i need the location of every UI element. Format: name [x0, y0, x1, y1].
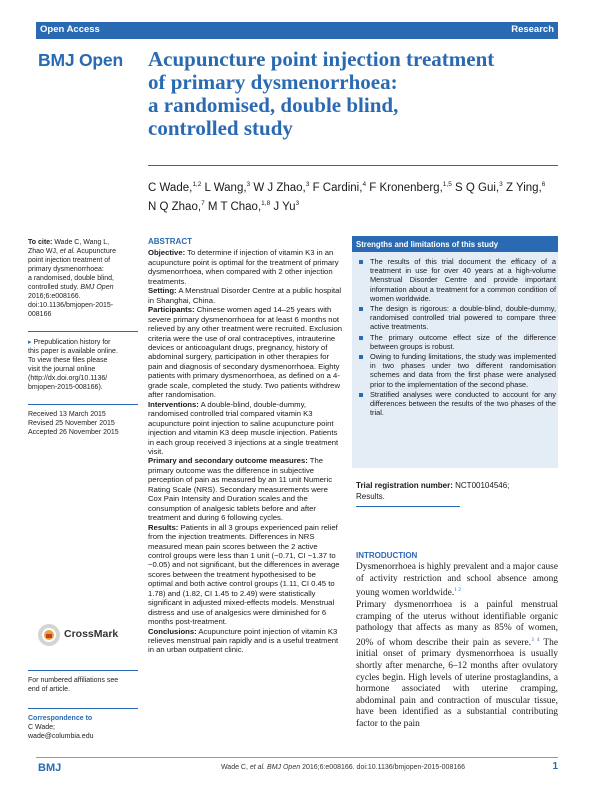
- affiliations-note: For numbered affiliations see end of article.: [28, 677, 119, 693]
- open-access-label: Open Access: [40, 24, 100, 35]
- citation-block: To cite: Wade C, Wang L, Zhao WJ, et al. Acupuncture point injection treatment of primary dysmenorrhoea: a randomised, double blind, controlled study. BMJ Open 2016;6:e008166. doi:10.1136/bmjopen-2015- 008166: [28, 239, 116, 318]
- journal-logo: BMJ Open: [38, 50, 123, 70]
- author-list: [148, 177, 558, 215]
- header-bar: [36, 22, 558, 39]
- sidebar-divider: [28, 670, 138, 671]
- trial-divider: [356, 506, 460, 507]
- abstract-results: Results: Patients in all 3 groups experienced pain relief from the injection treatments. Differences in NRS measured mean pain scores between the 2 active control groups were less than 1 unit (−0.71, CI −1.37 to −0.05) and not significant, but the differences in average scores between the treatment hypothesised to be optimal and both active control groups (1.11, CI 0.45 to 1.78) and (1.82, CI 1.45 to 2.49) were statistically significant in adjusted mixed-effects models. Menstrual distress and use of analgesics were diminished for 6 months post-treatment.: [148, 522, 340, 627]
- email-link[interactable]: wade@columbia.edu: [28, 733, 94, 740]
- author: F Cardini,$^4$: [309, 181, 367, 194]
- author: F Kronenberg,$^{1,5}$: [366, 181, 452, 194]
- triangle-icon: ▸: [28, 339, 32, 346]
- abstract-outcomes: Primary and secondary outcome measures: The primary outcome was the difference in subjective perception of pain as measured by an 11 unit Numeric Rating Scale (NRS). Secondary measurements were Cox Pain Intensity and Duration scales and the consumption of analgesic tablets before and after treatment and during 6 following cycles.: [148, 456, 333, 523]
- page-number: 1: [552, 761, 558, 772]
- sidebar-divider: [28, 708, 138, 709]
- author: M T Chao,$^{1,8}$: [204, 199, 271, 213]
- list-item: The primary outcome effect size of the difference between groups is robust.: [356, 333, 556, 351]
- title-divider: [148, 165, 558, 166]
- cite-label: To cite:: [28, 239, 53, 246]
- abstract-conclusions: Conclusions: Acupuncture point injection of vitamin K3 relieves menstrual pain rapidly and is a useful treatment in an urban outpatient clinic.: [148, 626, 339, 655]
- citation-ref[interactable]: 1 2: [454, 587, 462, 594]
- trial-registration: Trial registration number: NCT00104546; Results.: [356, 481, 510, 501]
- footer-citation: Wade C, et al. BMJ Open 2016;6:e008166. doi:10.1136/bmjopen-2015-008166: [220, 764, 466, 771]
- strengths-limitations-box: [352, 236, 558, 468]
- list-item: The results of this trial document the efficacy of a treatment in use for over 40 years at a high-volume Menstrual Disorder Centre and provide important information about a treatment for a common condition of women worldwide.: [356, 257, 556, 303]
- introduction-heading: INTRODUCTION: [356, 551, 418, 560]
- abstract-heading: ABSTRACT: [148, 237, 192, 246]
- prepublication-note: ▸ Prepublication history for this paper is available online. To view these files please visit the journal online (http://dx.doi.org/10.1136/ bmjopen-2015-008166).: [28, 338, 138, 392]
- crossmark-badge[interactable]: CrossMark: [38, 622, 138, 648]
- abstract-interventions: Interventions: A double-blind, double-dummy, randomised controlled trial compared vitamin K3 acupuncture point injection to saline acupuncture point injection and vitamin K3 deep muscle injection. Patients in each group received 3 injections at a single treatment visit.: [148, 399, 339, 456]
- box-heading: Strengths and limitations of this study: [352, 236, 558, 252]
- sidebar-divider: [28, 404, 138, 405]
- list-item: Stratified analyses were conducted to account for any differences between the results of the two phases of the trial.: [356, 390, 556, 418]
- list-item: The design is rigorous: a double-blind, double-dummy, randomised controlled trial powered to compare three active treatments.: [356, 304, 556, 332]
- author: W J Zhao,$^3$: [250, 181, 310, 194]
- strengths-list: [356, 257, 556, 418]
- title-line: a randomised, double blind,: [148, 93, 399, 117]
- author: C Wade,$^{1,2}$: [148, 181, 202, 194]
- section-label: Research: [511, 24, 554, 35]
- sidebar-divider: [28, 331, 138, 332]
- author: N Q Zhao,$^7$: [148, 199, 205, 213]
- title-line: Acupuncture point injection treatment: [148, 47, 495, 71]
- abstract-objective: Objective: To determine if injection of vitamin K3 in an acupuncture point is optimal for the treatment of primary dysmenorrhoea, when compared with 2 other injection treatments.: [148, 248, 339, 286]
- author: S Q Gui,$^3$: [451, 181, 503, 194]
- author: L Wang,$^3$: [201, 181, 251, 194]
- citation-ref[interactable]: 3 4: [531, 636, 540, 643]
- abstract: [148, 237, 342, 655]
- introduction-text: Dysmenorrhoea is highly prevalent and a major cause of activity restriction and school absence among young women worldwide.$^{1 2}$ Primary dysmenorrhoea is a painful menstrual cramping of the uterus without identifiable organic pathology that affects as many as 85% of women, 20% of whom describe their pain as severe.$^{3 4}$ The initial onset of primary dysmenorrhoea is usually shortly after menarche, 6–12 months after ovulatory cycles begin. High levels of uterine prostaglandins, a hormone associated with uterine cramping, abdominal pain and contraction of muscular tissue, have been identified as a substantial contributing factor to the pain: [356, 562, 558, 729]
- abstract-participants: Participants: Chinese women aged 14–25 years with severe primary dysmenorrhoea for at least 6 months not relieved by any other treatment were recruited. Exclusion criteria were the use of oral contraceptives, intrauterine devices or anticoagulant drugs, pregnancy, history of abdominal surgery, participation in other therapies for pain and diagnosis of secondary dysmenorrhoea. Eighty patients with primary dysmenorrhoea, as defined on a 4-grade scale, completed the study. Two patients withdrew after randomisation.: [148, 305, 342, 400]
- abstract-setting: Setting: A Menstrual Disorder Centre at a public hospital in Shanghai, China.: [148, 286, 342, 305]
- correspondence: Correspondence to C Wade; wade@columbia.edu: [28, 714, 138, 741]
- article-title: [148, 48, 558, 140]
- bmj-logo: BMJ: [38, 762, 62, 774]
- title-line: of primary dysmenorrhoea:: [148, 70, 398, 94]
- trial-number[interactable]: NCT00104546;: [452, 481, 510, 490]
- article-dates: Received 13 March 2015 Revised 25 November 2015 Accepted 26 November 2015: [28, 411, 119, 436]
- author: Z Ying,$^6$: [502, 181, 546, 194]
- list-item: Owing to funding limitations, the study was implemented in two phases under two different randomisation schemes and data from the first phase were analysed prior to the implementation of the second phase.: [356, 352, 556, 389]
- author: J Yu$^3$: [270, 199, 300, 213]
- prepub-link[interactable]: (http://dx.doi.org/10.1136/: [28, 375, 108, 382]
- crossmark-icon: [38, 624, 60, 646]
- footer-divider: [36, 757, 558, 758]
- title-line: controlled study: [148, 116, 293, 140]
